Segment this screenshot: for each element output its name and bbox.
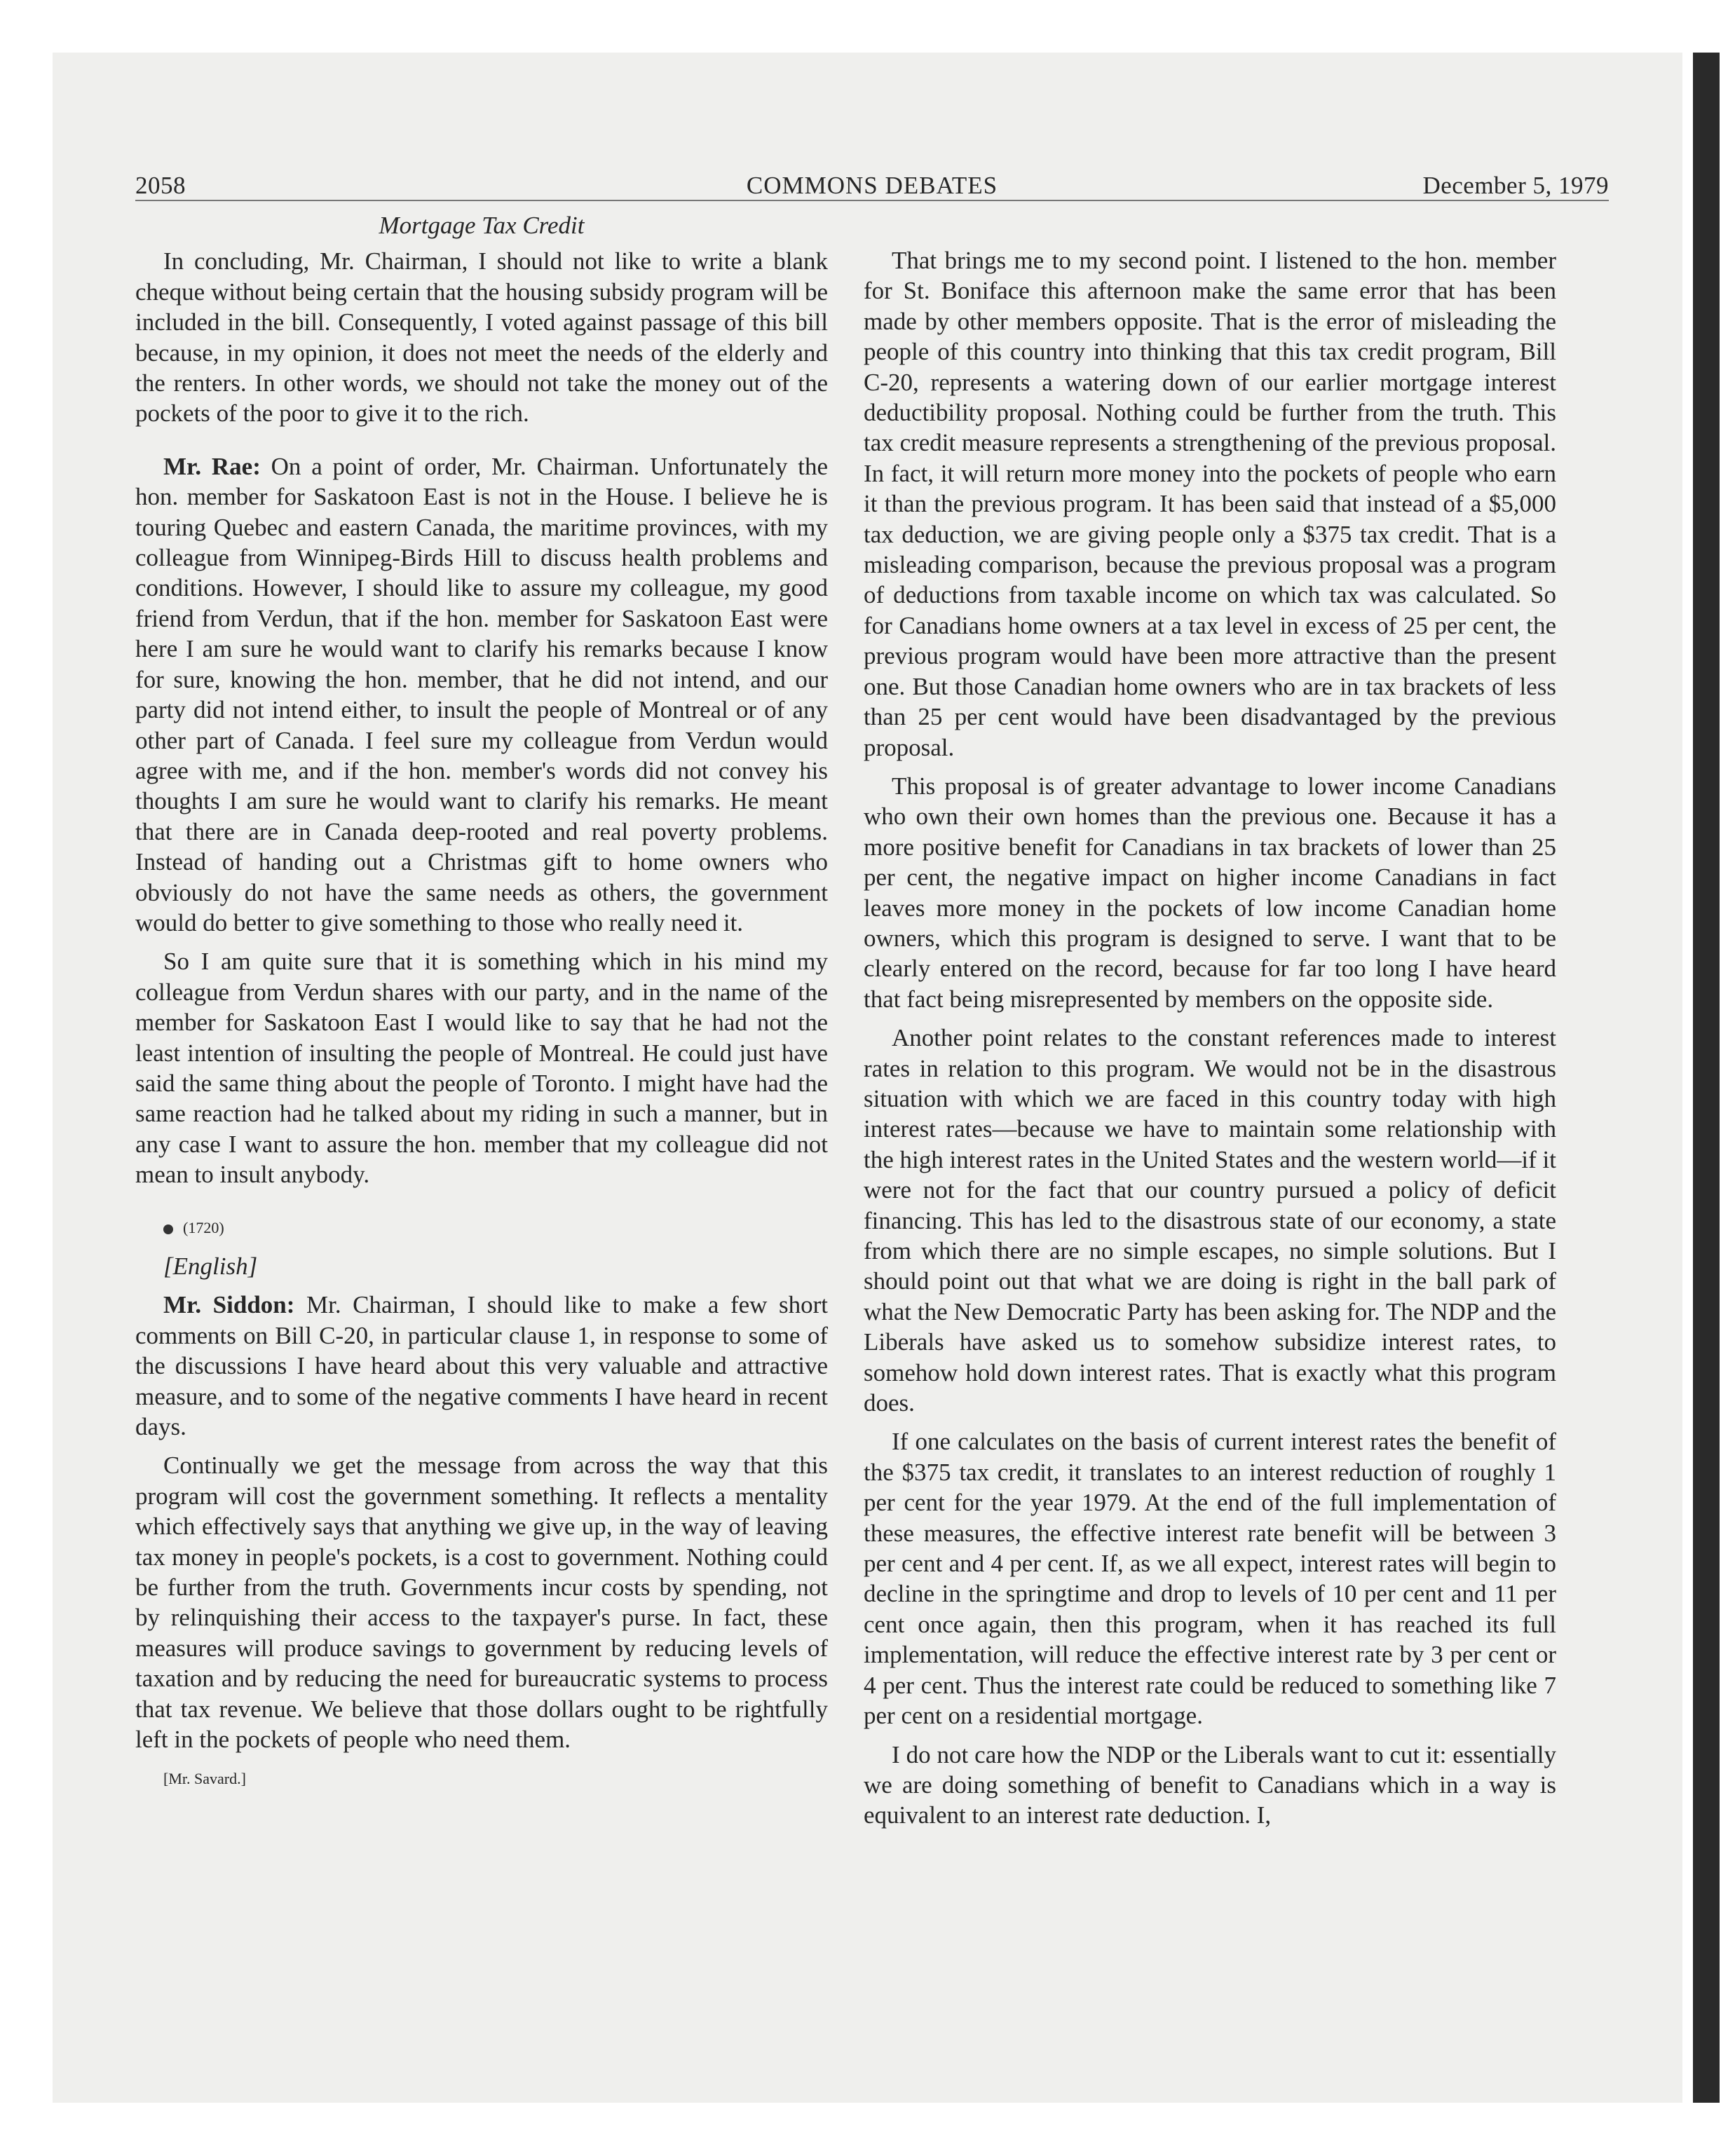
speaker-name: Mr. Siddon: — [163, 1291, 295, 1319]
left-column — [135, 210, 828, 1794]
scan-edge-bar — [1693, 53, 1720, 2103]
header-rule — [135, 200, 1609, 201]
paragraph: In concluding, Mr. Chairman, I should not like to write a blank cheque without being certain that the housing subsidy program will be included in the bill. Consequently, I voted against passage of this bill because, in my opinion, it does not meet the needs of the elderly and the renters. In other words, we should not take the money out of the pockets of the poor to give it to the rich. — [135, 247, 828, 428]
speech-text: On a point of order, Mr. Chairman. Unfortunately the hon. member for Saskatoon East is not in the House. I believe he is touring Quebec and eastern Canada, the maritime provinces, with my colleague from Winnipeg-Birds Hill to discuss health problems and conditions. However, I should like to assure my colleague, my good friend from Verdun, that if the hon. member for Saskatoon East were here I am sure he would want to clarify his remarks because I know for sure, knowing the hon. member, that he did not intend, and our party did not intend either, to insult the people of Montreal or of any other part of Canada. I feel sure my colleague from Verdun would agree with me, and if the hon. member's words did not convey his thoughts I am sure he would want to clarify his remarks. He meant that there are in Canada deep-rooted and real poverty problems. Instead of handing out a Christmas gift to home owners who obviously do not have the same needs as others, the government would do better to give something to those who really need it. — [135, 452, 828, 936]
paragraph: This proposal is of greater advantage to lower income Canadians who own their own homes than the previous one. Because it has a more positive benefit for Canadians in tax brackets of lower than 25 per cent, the negative impact on higher income Canadians in fact leaves more money in the pockets of low income Canadian home owners, which this program is designed to serve. I want that to be clearly entered on the record, because for far too long I have heard that fact being misrepresented by members on the opposite side. — [864, 772, 1556, 1013]
time-marker — [135, 1213, 828, 1243]
speech-paragraph — [135, 451, 828, 939]
speech-paragraph — [135, 1290, 828, 1442]
speech-text: Mr. Chairman, I should like to make a few short comments on Bill C-20, in particular clause 1, in response to some of the discussions I have heard about this very valuable and attractive measure, and to some of the negative comments I have heard in recent days. — [135, 1291, 828, 1441]
publication-title: COMMONS DEBATES — [746, 172, 998, 199]
paragraph: So I am quite sure that it is something which in his mind my colleague from Verdun shares with our party, and in the name of the member for Saskatoon East I would like to say that he had not the least intention of insulting the people of Montreal. He could just have said the same thing about the people of Toronto. I might have had the same reaction had he talked about my riding in such a manner, but in any case I want to assure the hon. member that my colleague did not mean to insult anybody. — [135, 948, 828, 1189]
paragraph: Another point relates to the constant references made to interest rates in relation to this program. We would not be in the disastrous situation with which we are faced in this country today with high interest rates—because we have to maintain some relationship with the high interest rates in the United States and the western world—if it were not for the fact that our country pursued a policy of deficit financing. This has led to the disastrous state of our economy, a state from which there are no simple escapes, no simple solutions. But I should point out that what we are doing is right in the ball park of what the New Democratic Party has been asking for. The NDP and the Liberals have asked us to somehow subsidize interest rates, to somehow hold down interest rates. That is exactly what this program does. — [864, 1024, 1556, 1417]
scanned-page — [53, 53, 1682, 2103]
paragraph: I do not care how the NDP or the Liberals want to cut it: essentially we are doing something of benefit to Canadians which in a way is equivalent to an interest rate deduction. I, — [864, 1740, 1556, 1829]
speaker-name: Mr. Rae: — [163, 452, 261, 480]
speaker-footnote: [Mr. Savard.] — [163, 1769, 246, 1787]
paragraph: If one calculates on the basis of current interest rates the benefit of the $375 tax credit, it translates to an interest reduction of roughly 1 per cent for the year 1979. At the end of the full implementation of these measures, the effective interest rate benefit will be between 3 per cent and 4 per cent. If, as we all expect, interest rates will begin to decline in the springtime and drop to levels of 10 per cent and 11 per cent once again, then this program, when it has reached its full implementation, will reduce the effective interest rate by 3 per cent or 4 per cent. Thus the interest rate could be reduced to something like 7 per cent on a residential mortgage. — [864, 1428, 1556, 1730]
paragraph: Continually we get the message from across the way that this program will cost the government something. It reflects a mentality which effectively says that anything we give up, in the way of leaving tax money in people's pockets, is a cost to government. Nothing could be further from the truth. Governments incur costs by spending, not by relinquishing their access to the taxpayer's purse. In fact, these measures will produce savings to government by reducing levels of taxation and by reducing the need for bureaucratic systems to process that tax revenue. We believe that those dollars ought to be rightfully left in the pockets of people who need them. — [135, 1452, 828, 1754]
language-label: [English] — [163, 1253, 258, 1280]
time-marker-text: (1720) — [183, 1218, 224, 1236]
bullet-dot-icon — [163, 1224, 173, 1234]
section-subhead: Mortgage Tax Credit — [379, 212, 585, 239]
right-column — [864, 210, 1556, 1831]
paragraph: That brings me to my second point. I listened to the hon. member for St. Boniface this afternoon make the same error that has been made by other members opposite. That is the error of misleading the people of this country into thinking that this tax credit program, Bill C-20, represents a watering down of our earlier mortgage interest deductibility proposal. Nothing could be further from the truth. This tax credit measure represents a strengthening of the previous proposal. In fact, it will return more money into the pockets of people who earn it than the previous program. It has been said that instead of a $5,000 tax deduction, we are giving people only a $375 tax credit. That is a misleading comparison, because the previous proposal was a program of deductions from taxable income on which tax was calculated. So for Canadians home owners at a tax level in excess of 25 per cent, the previous program would have been more attractive than the present one. But those Canadian home owners who are in tax brackets of less than 25 per cent would have been disadvantaged by the previous proposal. — [864, 247, 1556, 761]
page-number: 2058 — [135, 172, 186, 199]
page-date: December 5, 1979 — [1422, 172, 1609, 199]
